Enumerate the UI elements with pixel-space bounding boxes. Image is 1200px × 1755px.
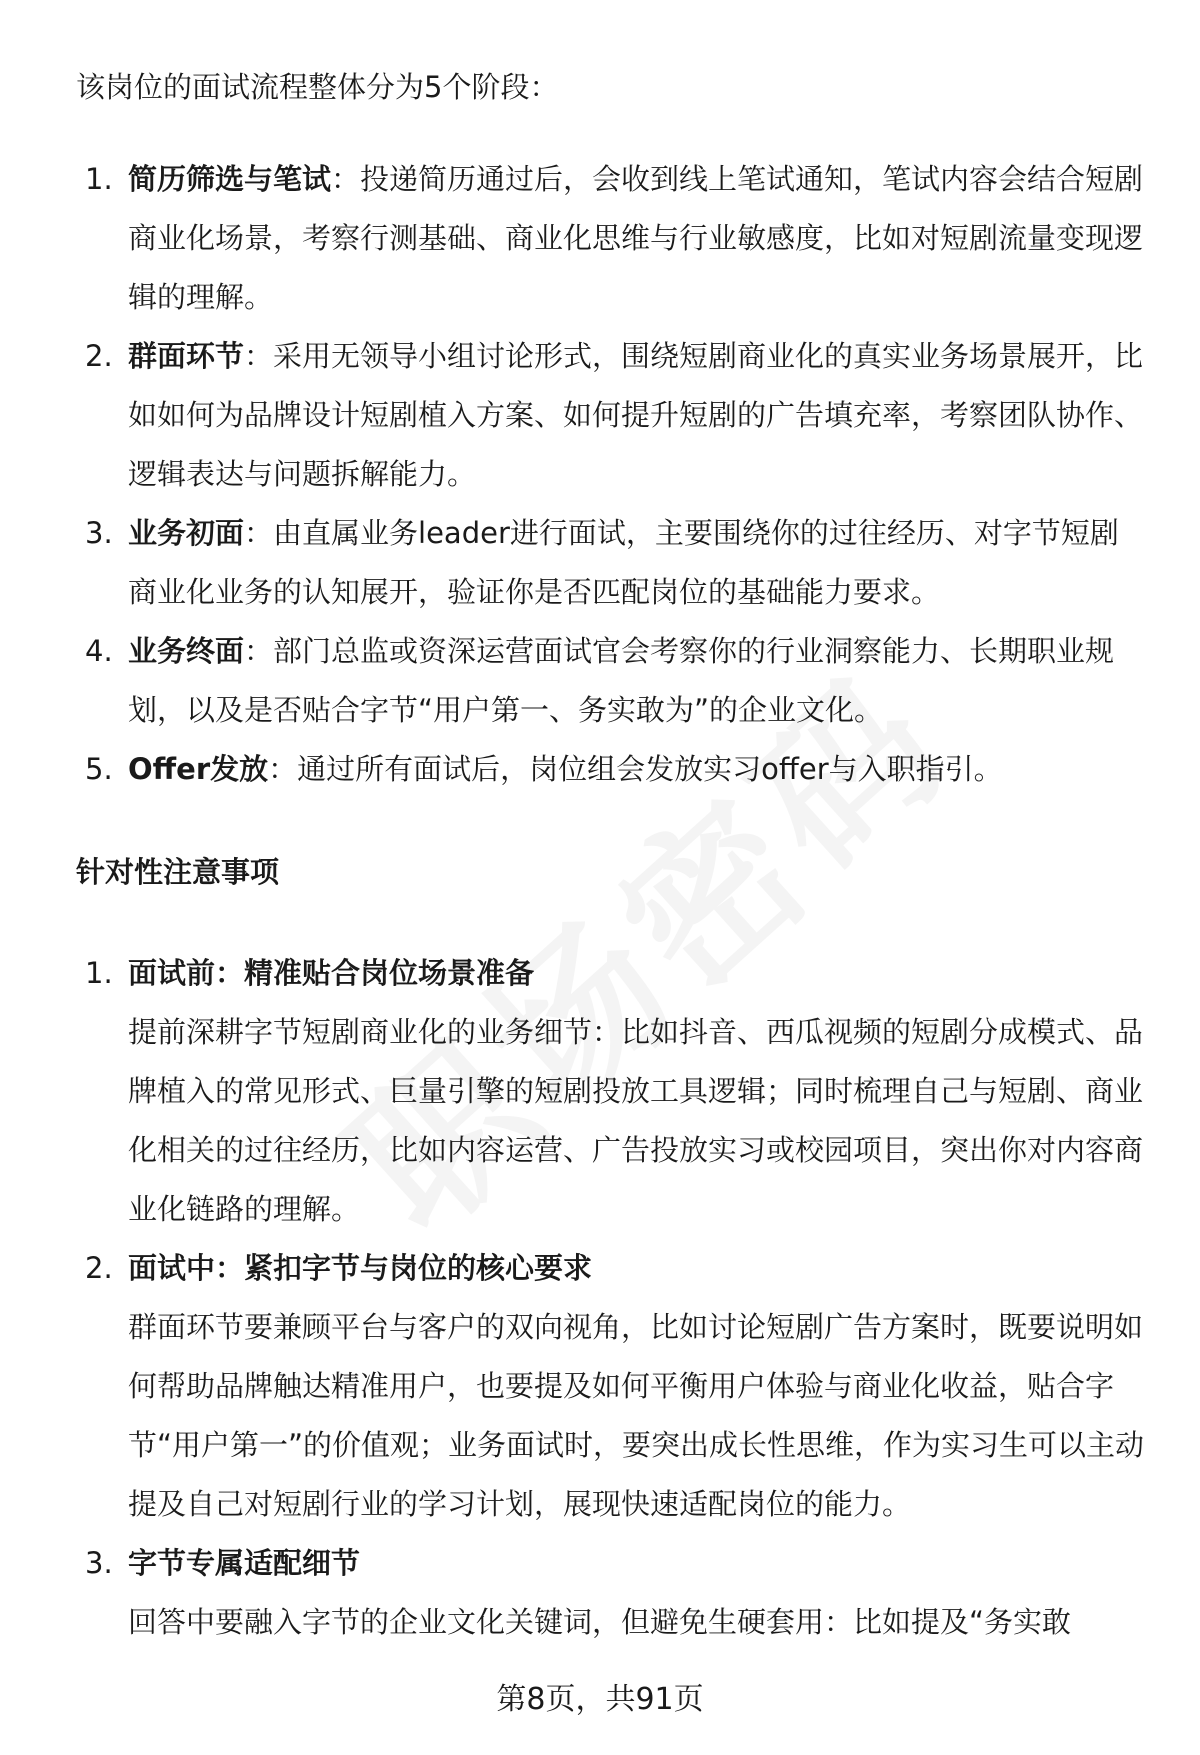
- stage-text: 投递简历通过后，会收到线上笔试通知，笔试内容会结合短剧商业化场景，考察行测基础、商业化思维与行业敏感度，比如对短剧流量变现逻辑的理解。: [128, 162, 1144, 314]
- note-title: 字节专属适配细节: [128, 1546, 361, 1580]
- stage-label: 简历筛选与笔试: [128, 162, 332, 196]
- list-item: [76, 150, 1146, 327]
- stage-text: 由直属业务leader进行面试，主要围绕你的过往经历、对字节短剧商业化业务的认知展开，验证你是否匹配岗位的基础能力要求。: [128, 516, 1119, 609]
- separator: ：: [244, 339, 274, 373]
- list-number: 5.: [85, 752, 113, 786]
- stage-text: 采用无领导小组讨论形式，围绕短剧商业化的真实业务场景展开，比如如何为品牌设计短剧植入方案、如何提升短剧的广告填充率，考察团队协作、逻辑表达与问题拆解能力。: [128, 339, 1144, 491]
- interview-stages-list: [76, 150, 1146, 799]
- stage-label: 业务终面: [128, 634, 245, 668]
- note-body: 回答中要融入字节的企业文化关键词，但避免生硬套用：比如提及“务实敢: [128, 1605, 1072, 1639]
- list-number: 4.: [85, 634, 113, 668]
- stage-text: 部门总监或资深运营面试官会考察你的行业洞察能力、长期职业规划，以及是否贴合字节“用户第一、务实敢为”的企业文化。: [128, 634, 1115, 727]
- stage-text: 通过所有面试后，岗位组会发放实习offer与入职指引。: [297, 752, 1003, 786]
- separator: ：: [331, 162, 361, 196]
- stage-label: 业务初面: [128, 516, 245, 550]
- list-item: [76, 622, 1146, 740]
- separator: ：: [268, 752, 298, 786]
- section-title: 针对性注意事项: [76, 855, 280, 889]
- stage-label: Offer发放: [128, 752, 269, 786]
- list-number: 2.: [85, 339, 113, 373]
- note-body: 群面环节要兼顾平台与客户的双向视角，比如讨论短剧广告方案时，既要说明如何帮助品牌触达精准用户，也要提及如何平衡用户体验与商业化收益，贴合字节“用户第一”的价值观；业务面试时，要突出成长性思维，作为实习生可以主动提及自己对短剧行业的学习计划，展现快速适配岗位的能力。: [128, 1310, 1145, 1521]
- list-number: 1.: [85, 956, 113, 990]
- note-title: 面试中：紧扣字节与岗位的核心要求: [128, 1251, 593, 1285]
- separator: ：: [244, 516, 274, 550]
- list-number: 1.: [85, 162, 113, 196]
- separator: ：: [244, 634, 274, 668]
- list-item: [76, 1534, 1146, 1652]
- page-footer: 第8页，共91页: [496, 1682, 704, 1717]
- list-item: [76, 740, 1146, 799]
- list-item: [76, 504, 1146, 622]
- notes-list: [76, 944, 1146, 1652]
- list-number: 3.: [85, 516, 113, 550]
- list-item: [76, 1239, 1146, 1534]
- list-item: [76, 944, 1146, 1239]
- note-title: 面试前：精准贴合岗位场景准备: [128, 956, 535, 990]
- list-number: 3.: [85, 1546, 113, 1580]
- list-number: 2.: [85, 1251, 113, 1285]
- intro-text: 该岗位的面试流程整体分为5个阶段：: [76, 70, 559, 104]
- stage-label: 群面环节: [128, 339, 245, 373]
- list-item: [76, 327, 1146, 504]
- note-body: 提前深耕字节短剧商业化的业务细节：比如抖音、西瓜视频的短剧分成模式、品牌植入的常见形式、巨量引擎的短剧投放工具逻辑；同时梳理自己与短剧、商业化相关的过往经历，比如内容运营、广告投放实习或校园项目，突出你对内容商业化链路的理解。: [128, 1015, 1144, 1226]
